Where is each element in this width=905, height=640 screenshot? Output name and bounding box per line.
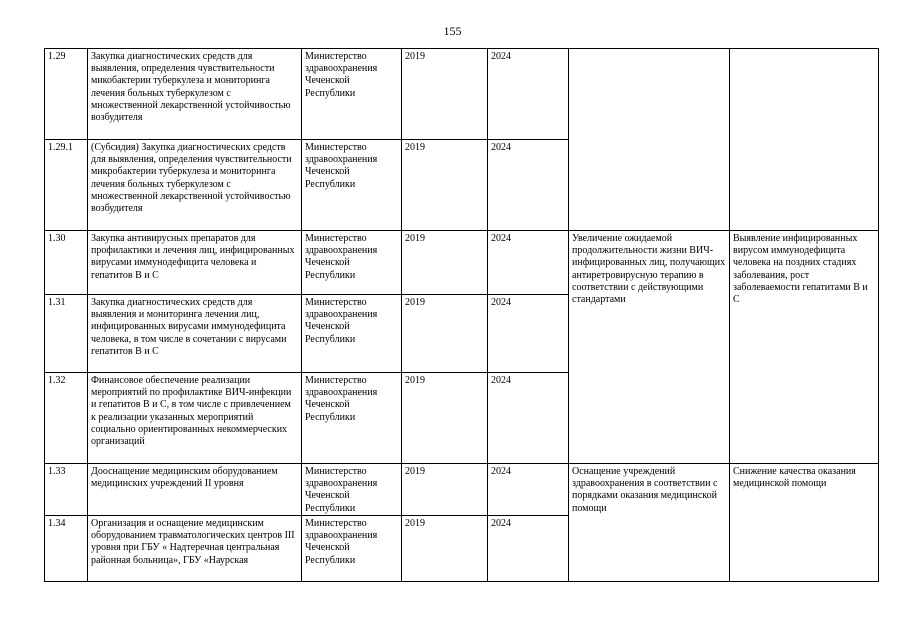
table-row xyxy=(45,464,879,516)
measure-name-text: Дооснащение медицинским оборудованием медицинских учреждений II уровня xyxy=(91,466,278,490)
measure-name xyxy=(88,373,302,464)
executor: Министерство здравоохранения Чеченской Республики xyxy=(302,516,402,582)
start-year: 2019 xyxy=(402,464,488,516)
measures-table xyxy=(44,48,879,582)
measure-name xyxy=(88,49,302,140)
measure-name-text: Закупка диагностических средств для выявления, определения чувствительности микобактерии туберкулеза и мониторинга лечения больных туберкулезом с множественной лекарственной устойчивостью возбудителя xyxy=(91,51,291,124)
start-year: 2019 xyxy=(402,231,488,295)
end-year: 2024 xyxy=(488,464,569,516)
start-year: 2019 xyxy=(402,49,488,140)
executor: Министерство здравоохранения Чеченской Республики xyxy=(302,231,402,295)
end-year: 2024 xyxy=(488,231,569,295)
executor: Министерство здравоохранения Чеченской Республики xyxy=(302,464,402,516)
measure-name xyxy=(88,231,302,295)
consequence: Выявление инфицированных вирусом иммунодефицита человека на поздних стадиях заболевания, рост заболеваемости гепатитами В и С xyxy=(730,231,879,464)
executor: Министерство здравоохранения Чеченской Республики xyxy=(302,373,402,464)
start-year: 2019 xyxy=(402,140,488,231)
executor: Министерство здравоохранения Чеченской Республики xyxy=(302,140,402,231)
executor: Министерство здравоохранения Чеченской Республики xyxy=(302,49,402,140)
measure-name-text: Финансовое обеспечение реализации мероприятий по профилактике ВИЧ-инфекции и гепатитов В и С, в том числе с привлечением к реализации указанных мероприятий социально ориентированных некоммерческих организаций xyxy=(91,375,292,448)
table-row xyxy=(45,231,879,295)
measure-name-text: Закупка диагностических средств для выявления и мониторинга лечения лиц, инфицированных вирусами иммунодефицита человека, в том числе в сочетании с вирусами гепатитов В и С xyxy=(91,297,287,357)
start-year: 2019 xyxy=(402,295,488,373)
measure-name-text: Закупка антивирусных препаратов для профилактики и лечения лиц, инфицированных вирусами иммунодефицита человека и гепатитов В и С xyxy=(91,233,295,281)
end-year: 2024 xyxy=(488,516,569,582)
measure-name xyxy=(88,516,302,582)
page-number: 155 xyxy=(443,24,462,38)
end-year: 2024 xyxy=(488,373,569,464)
start-year: 2019 xyxy=(402,516,488,582)
expected-result-empty xyxy=(569,49,730,231)
table-row xyxy=(45,49,879,140)
expected-result: Оснащение учреждений здравоохранения в соответствии с порядками оказания медицинской помощи xyxy=(569,464,730,582)
end-year: 2024 xyxy=(488,295,569,373)
start-year: 2019 xyxy=(402,373,488,464)
row-number: 1.29 xyxy=(45,49,88,140)
measure-name xyxy=(88,464,302,516)
executor: Министерство здравоохранения Чеченской Республики xyxy=(302,295,402,373)
row-number: 1.29.1 xyxy=(45,140,88,231)
end-year: 2024 xyxy=(488,140,569,231)
expected-result: Увеличение ожидаемой продолжительности жизни ВИЧ-инфицированных лиц, получающих антиретровирусную терапию в соответствии с действующими стандартами xyxy=(569,231,730,464)
row-number: 1.34 xyxy=(45,516,88,582)
measure-name-text: (Субсидия) Закупка диагностических средств для выявления, определения чувствительности микробактерии туберкулеза и мониторинга лечения больных туберкулезом с множественной лекарственной устойчивостью возбудителя xyxy=(91,142,292,215)
consequence: Снижение качества оказания медицинской помощи xyxy=(730,464,879,582)
end-year: 2024 xyxy=(488,49,569,140)
measure-name-text: Организация и оснащение медицинским оборудованием травматологических центров III уровня при ГБУ « Надтеречная центральная районная больница», ГБУ «Наурская xyxy=(91,518,295,566)
row-number: 1.30 xyxy=(45,231,88,295)
measure-name xyxy=(88,140,302,231)
row-number: 1.32 xyxy=(45,373,88,464)
measure-name xyxy=(88,295,302,373)
consequence-empty xyxy=(730,49,879,231)
row-number: 1.33 xyxy=(45,464,88,516)
row-number: 1.31 xyxy=(45,295,88,373)
